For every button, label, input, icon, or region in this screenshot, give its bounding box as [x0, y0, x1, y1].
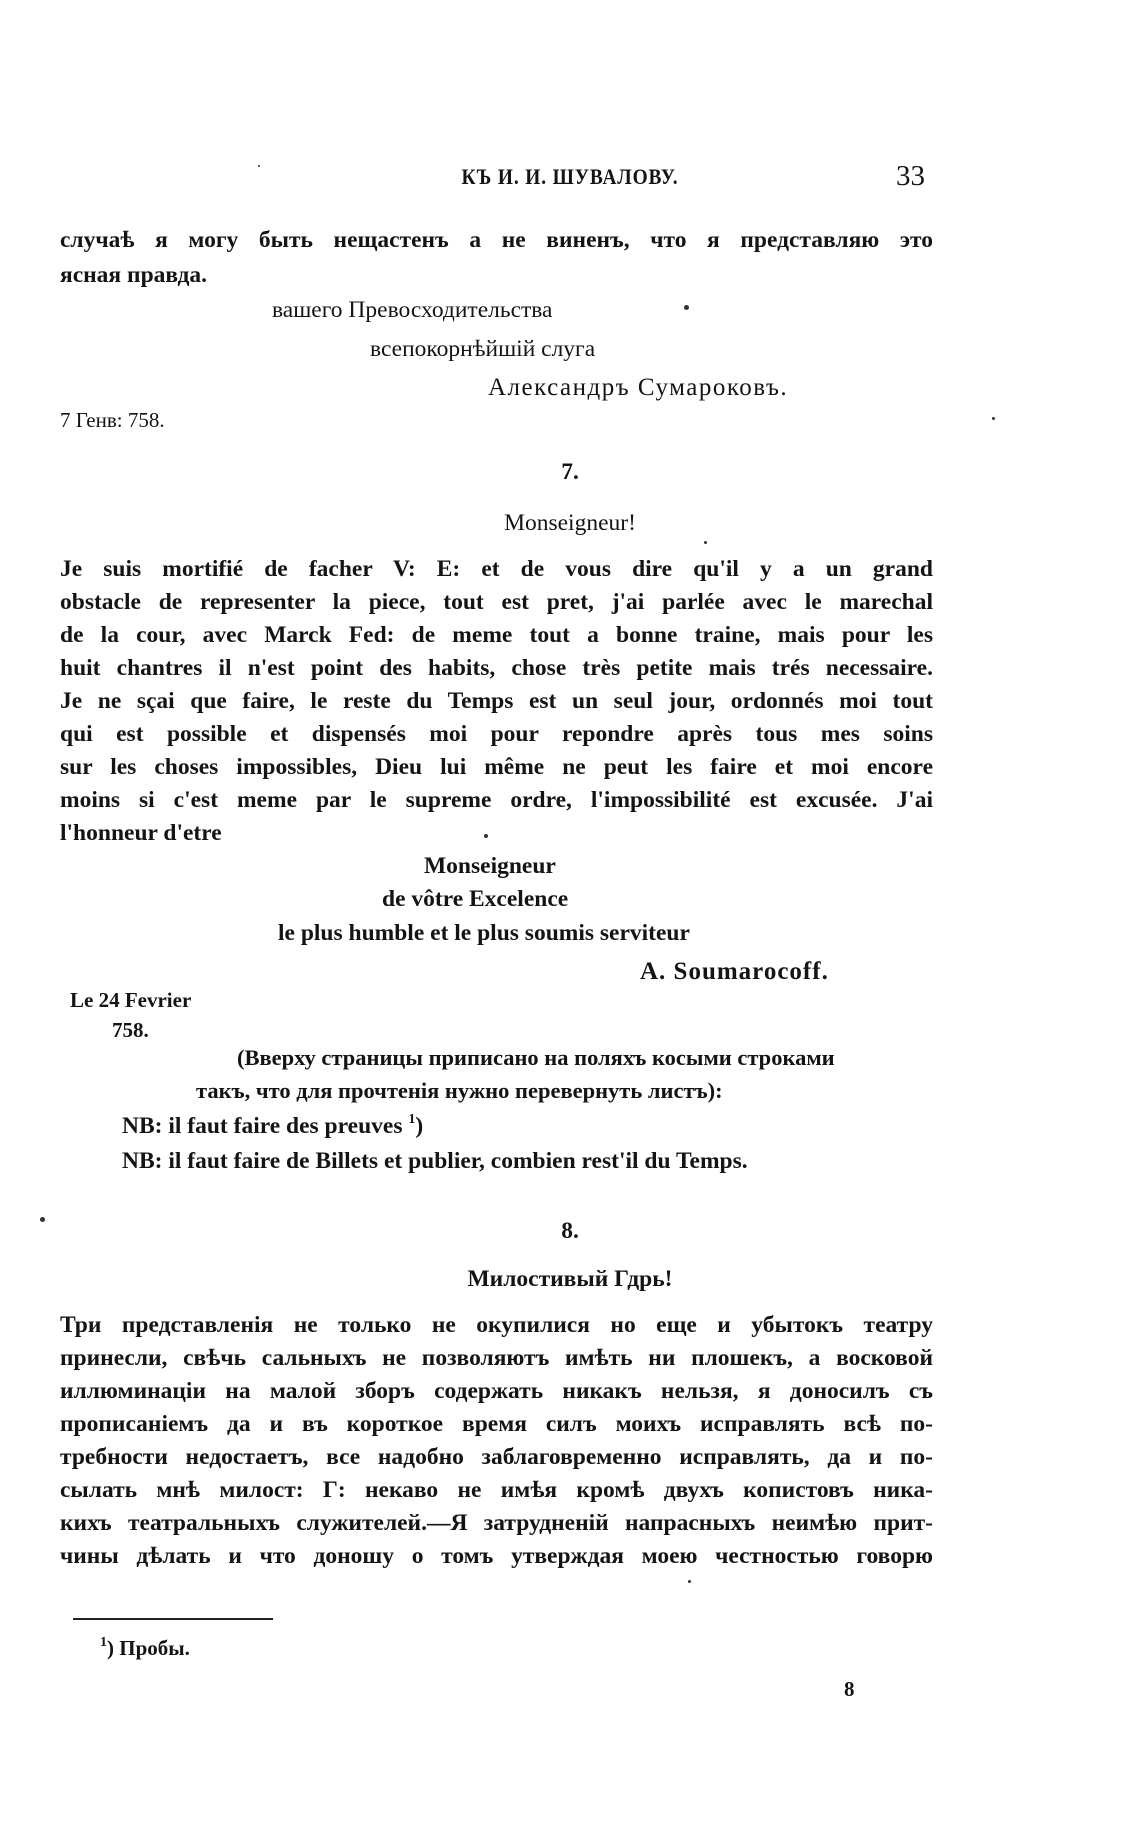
letter8-body-line-3: иллюминаціи на малой зборъ содержать никакъ нельзя, я доносилъ съ: [60, 1378, 933, 1404]
letter8-body-line-4: прописаніемъ да и въ короткое время силъ моихъ исправлять всѣ по-: [60, 1411, 933, 1437]
letter7-body-line-4: huit chantres il n'est point des habits, chose très petite mais trés necessaire.: [60, 655, 933, 681]
letter7-body-line-9: l'honneur d'etre: [60, 820, 222, 846]
footnote: [100, 1636, 190, 1661]
letter7-closing-3: le plus humble et le plus soumis serviteur: [278, 920, 690, 946]
letter8-body-line-1: Три представленія не только не окупилися но еще и убытокъ театру: [60, 1312, 933, 1338]
letter7-signature: A. Soumarocoff.: [640, 958, 829, 985]
nb-line-2: NB: il faut faire de Billets et publier, combien rest'il du Temps.: [122, 1148, 748, 1174]
letter8-body-line-6: сылать мнѣ милост: Г: некаво не имѣя кромѣ двухъ копистовъ ника-: [60, 1477, 933, 1503]
letter7-body-line-7: sur les choses impossibles, Dieu lui même ne peut les faire et moi encore: [60, 754, 933, 780]
letter8-body-line-7: кихъ театральныхъ служителей.—Я затрудненій напрасныхъ неимѣю прит-: [60, 1510, 933, 1536]
letter8-body-line-5: требности недостаетъ, все надобно заблаговременно исправлять, да и по-: [60, 1444, 933, 1470]
editor-note-line-2: такъ, что для прочтенія нужно перевернуть листъ):: [196, 1078, 723, 1103]
letter6-signature: Александръ Сумароковъ.: [488, 374, 789, 401]
footnote-marker: 1: [100, 1635, 107, 1650]
running-title: КЪ И. И. ШУВАЛОВУ.: [461, 164, 679, 189]
letter7-number: 7.: [561, 459, 579, 485]
nb-line-1: [122, 1113, 423, 1140]
letter7-date-line-1: Le 24 Fevrier: [70, 988, 192, 1012]
footnote-text: ) Пробы.: [107, 1636, 190, 1660]
page-number: 33: [896, 160, 925, 192]
footnote-separator: [73, 1618, 273, 1620]
footnote-ref-1: 1: [408, 1112, 416, 1127]
letter8-body-line-8: чины дѣлать и что доношу о томъ утверждая моею честностью говорю: [60, 1543, 933, 1569]
letter7-body-line-1: Je suis mortifié de facher V: E: et de vous dire qu'il y a un grand: [60, 556, 933, 582]
letter7-date-line-2: 758.: [112, 1018, 149, 1042]
letter6-closing-2: всепокорнѣйшій слуга: [370, 336, 596, 362]
signature-mark: 8: [844, 1677, 855, 1701]
letter7-body-line-5: Je ne sçai que faire, le reste du Temps est un seul jour, ordonnés moi tout: [60, 688, 933, 714]
letter8-body-line-2: принесли, свѣчь сальныхъ не позволяютъ имѣть ни плошекъ, а восковой: [60, 1345, 933, 1371]
letter7-closing-2: de vôtre Excelence: [382, 886, 569, 912]
nb-line-1-close: ): [415, 1113, 424, 1139]
letter7-body-line-3: de la cour, avec Marck Fed: de meme tout a bonne traine, mais pour les: [60, 622, 933, 648]
letter6-line-2: ясная правда.: [60, 262, 208, 288]
letter8-number: 8.: [561, 1218, 579, 1244]
nb-line-1-text: NB: il faut faire des preuves: [122, 1113, 403, 1139]
editor-note-line-1: (Вверху страницы приписано на поляхъ косыми строками: [237, 1045, 835, 1070]
letter7-body-line-2: obstacle de representer la piece, tout est pret, j'ai parlée avec le marechal: [60, 589, 933, 615]
letter7-salutation: Monseigneur!: [504, 510, 636, 536]
letter6-closing-1: вашего Превосходительства: [272, 297, 553, 323]
letter7-body-line-8: moins si c'est meme par le supreme ordre, l'impossibilité est excusée. J'ai: [60, 787, 933, 813]
letter6-line-1: случаѣ я могу быть нещастенъ а не виненъ, что я представляю это: [60, 227, 933, 253]
letter8-salutation: Милостивый Гдрь!: [467, 1266, 673, 1292]
letter7-closing-1: Monseigneur: [424, 853, 556, 879]
letter7-body-line-6: qui est possible et dispensés moi pour repondre après tous mes soins: [60, 721, 933, 747]
letter6-date: 7 Генв: 758.: [60, 408, 165, 432]
